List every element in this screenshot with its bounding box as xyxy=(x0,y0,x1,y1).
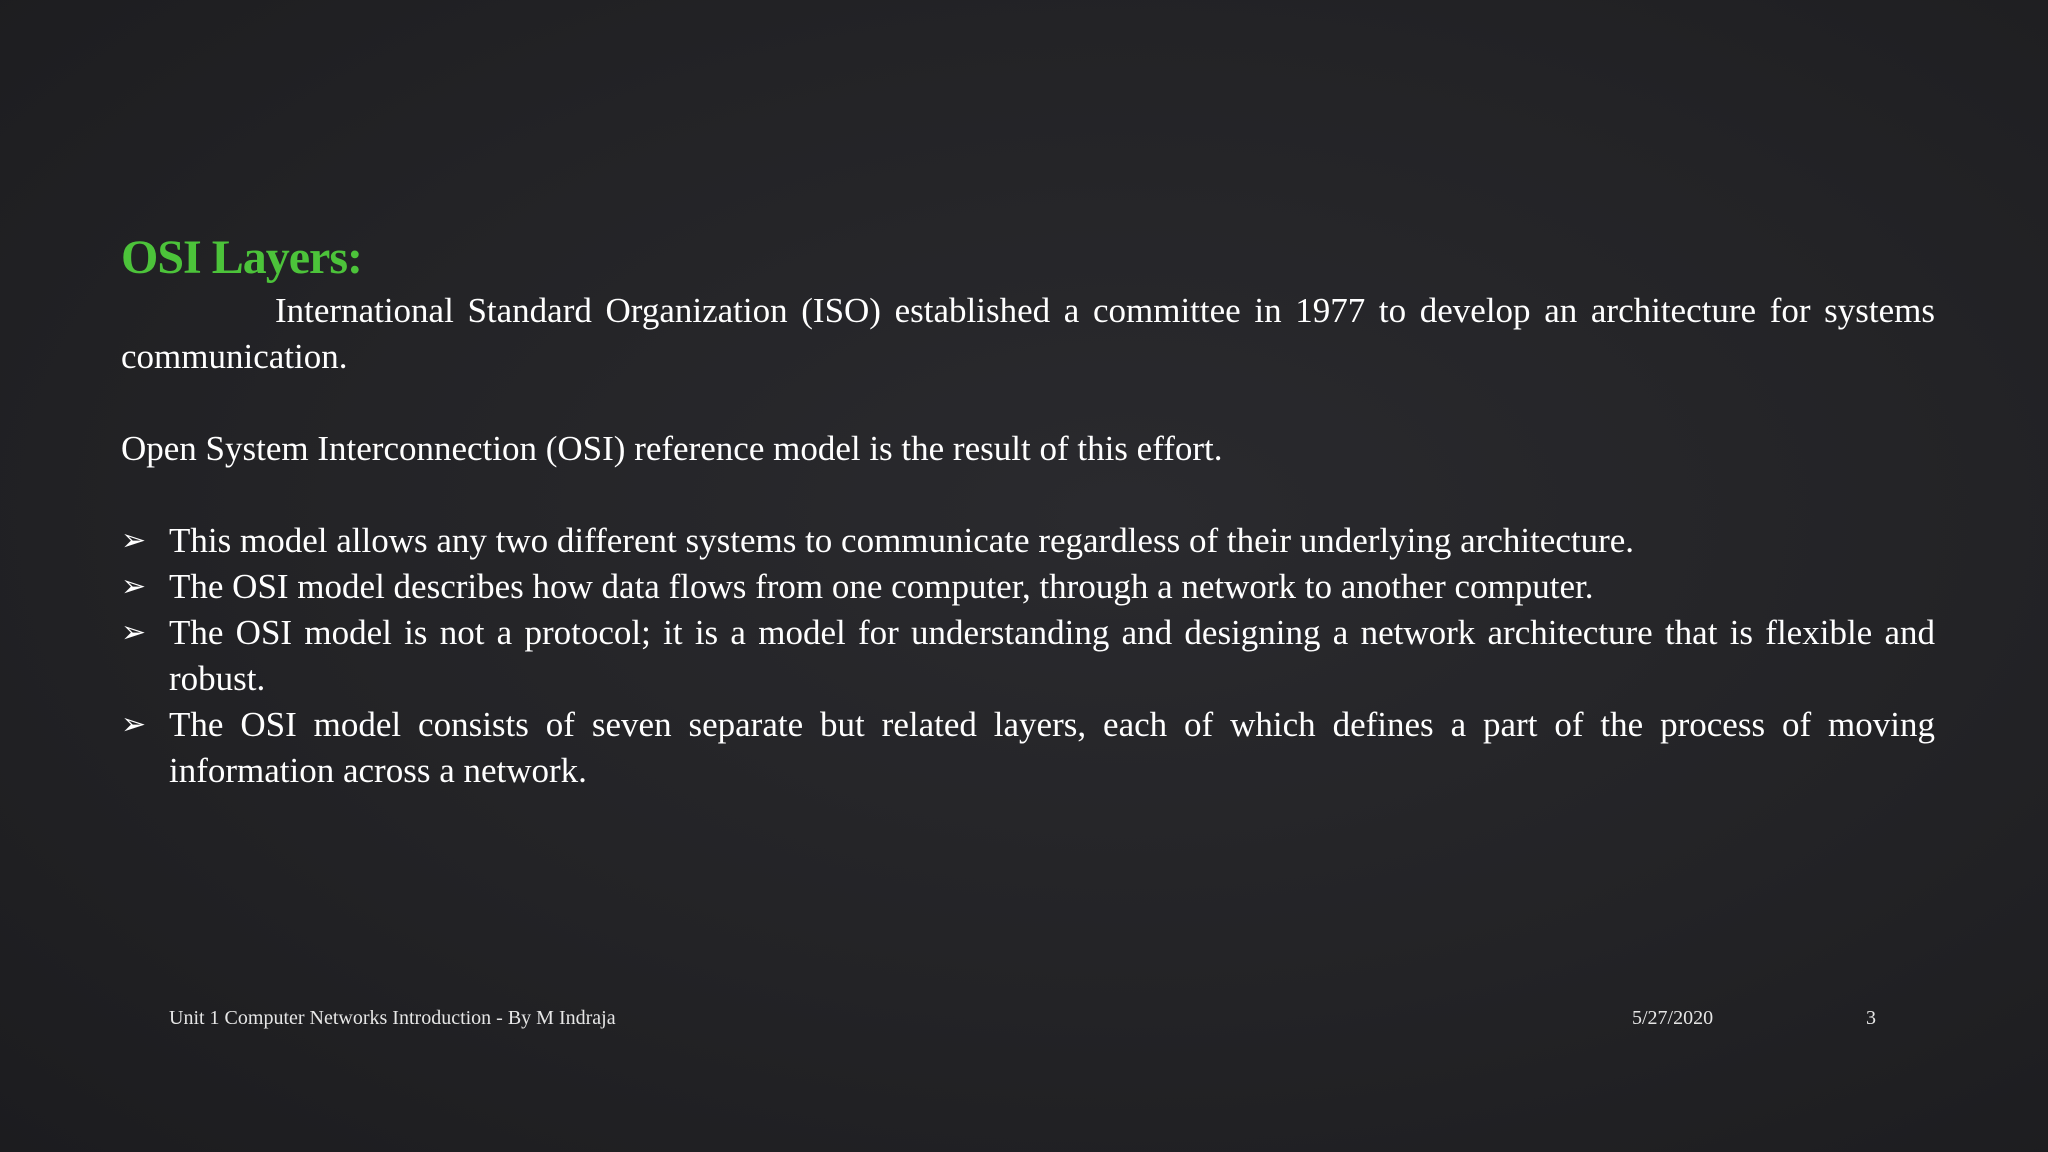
bullet-item xyxy=(121,564,1935,610)
bullet-item xyxy=(121,702,1935,794)
footer-text: Unit 1 Computer Networks Introduction - By M Indraja xyxy=(169,1007,616,1029)
bullet-text: This model allows any two different systems to communicate regardless of their underlying architecture. xyxy=(169,521,1635,560)
spacer xyxy=(121,472,1935,518)
arrowhead-bullet-icon: ➢ xyxy=(121,707,147,742)
page-number: 3 xyxy=(1866,1007,1876,1029)
intro-paragraph: International Standard Organization (ISO) established a committee in 1977 to develop an architecture for systems communication. xyxy=(121,291,1935,376)
arrowhead-bullet-icon: ➢ xyxy=(121,523,147,558)
slide-title: OSI Layers: xyxy=(121,231,362,284)
arrowhead-bullet-icon: ➢ xyxy=(121,569,147,604)
footer-date: 5/27/2020 xyxy=(1632,1007,1714,1029)
bullet-item xyxy=(121,610,1935,702)
bullet-text: The OSI model consists of seven separate but related layers, each of which defines a part of the process of moving information across a network. xyxy=(169,705,1935,790)
bullet-item xyxy=(121,518,1935,564)
osi-statement: Open System Interconnection (OSI) reference model is the result of this effort. xyxy=(121,429,1223,468)
arrowhead-bullet-icon: ➢ xyxy=(121,615,147,650)
bullet-text: The OSI model describes how data flows from one computer, through a network to another computer. xyxy=(169,567,1594,606)
slide-content xyxy=(121,228,1935,794)
spacer xyxy=(121,380,1935,426)
bullet-text: The OSI model is not a protocol; it is a model for understanding and designing a network architecture that is flexible and robust. xyxy=(169,613,1935,698)
bullet-list xyxy=(121,518,1935,794)
